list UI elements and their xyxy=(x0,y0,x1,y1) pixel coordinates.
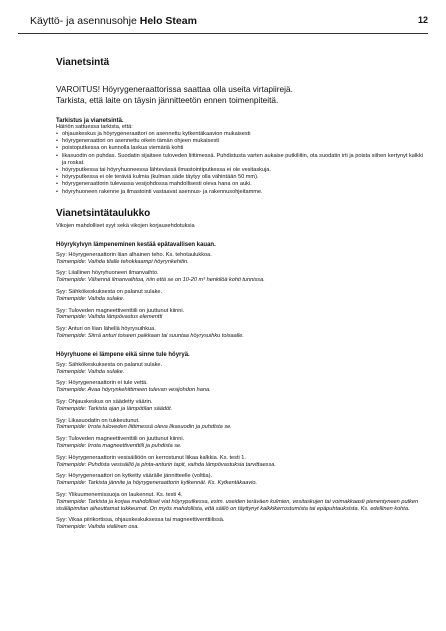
fault-item xyxy=(56,399,428,413)
fault-cause: Syy: Sähkökeskuksesta on palanut sulake. xyxy=(56,361,163,368)
header-title xyxy=(30,15,197,27)
warning-line: Tarkista, että laite on täysin jännitteetön ennen toimenpiteitä. xyxy=(56,94,279,105)
fault-action: Toimenpide: Vaihda sulake. xyxy=(56,368,125,375)
fault-action: Toimenpide: Irrota tuloveden liittimessä oleva likasuodin ja puhdista se. xyxy=(56,424,232,431)
fault-action: Toimenpide: Tarkista jännite ja höyrygeneraattorin kytkennät. Ks. Kytkentäkaavio. xyxy=(56,480,258,487)
troubleshooting-title: Vianetsintä xyxy=(56,57,110,68)
fault-item xyxy=(56,517,428,531)
fault-action: Toimenpide: Vaihda lämpövastus elementti xyxy=(56,314,163,321)
checks-title: Tarkistus ja vianetsintä. xyxy=(56,118,124,124)
fault-section-title: Höyryhuone ei lämpene eikä sinne tule höyryä. xyxy=(56,351,190,358)
table-title: Vianetsintätaulukko xyxy=(56,207,151,219)
fault-action: Toimenpide: Avaa höyrynkehittimeen tulevan vesijohdon hana. xyxy=(56,387,211,394)
fault-cause: Syy: Höyrygeneraattorin liian alhainen teho. Ks. tehotaulukkoa. xyxy=(56,251,212,258)
fault-item xyxy=(56,326,428,340)
fault-action: Toimenpide: Puhdista vesisäiliö ja pinta-anturin tapit, vaihda lämpövastuksia tarvittaessa. xyxy=(56,461,276,468)
fault-cause: Syy: Tuloveden magneettiventtiili on juuttunut kiinni. xyxy=(56,307,185,314)
page-number: 12 xyxy=(417,15,428,25)
fault-cause: Syy: Ylikuumenemissuoja on laukennut. Ks. testi 4. xyxy=(56,491,183,498)
fault-item xyxy=(56,270,428,284)
fault-action: Toimenpide: Vaihda sulake. xyxy=(56,295,125,302)
checks-list xyxy=(56,131,428,196)
fault-cause: Syy: Vikaa piirikortissa, ohjauskeskuksessa tai magneettiventtiilissä. xyxy=(56,517,225,524)
fault-item xyxy=(56,308,428,322)
warning-block xyxy=(56,84,428,105)
fault-cause: Syy: Sähkökeskuksesta on palanut sulake. xyxy=(56,289,163,296)
check-list-item: • likasuodin on puhdas. Suodatin sijaitsee tuloveden liittimessä. Puhdistusta varten aukaise putkiliitin, ota suodatin irti ja poista siihen kertynyt kalkki ja roskat. xyxy=(56,153,428,167)
header-title-prefix: Käyttö- ja asennusohje xyxy=(30,15,140,27)
page-header xyxy=(30,12,428,30)
fault-cause: Syy: Höyrygeneraattorin ei tule vettä. xyxy=(56,380,148,387)
header-divider xyxy=(18,33,428,34)
fault-item xyxy=(56,473,428,487)
fault-sections xyxy=(56,242,428,531)
fault-cause: Syy: Höyrygeneraattori on kytketty väärälle jännitteelle (volttia). xyxy=(56,473,213,480)
check-list-item: • höyryputkessa tai höyryhuoneessa lähtevässä ilmastointiputkessa ei ole vesitaskuja. xyxy=(56,167,428,174)
fault-item xyxy=(56,252,428,266)
fault-cause: Syy: Liiallinen höyryhuoneen ilmanvaihto. xyxy=(56,270,159,277)
fault-action: Toimenpide: Vaihda tilalle tehokkaampi höyrynkehitin. xyxy=(56,258,189,265)
warning-line: VAROITUS! Höyrygeneraattorissa saattaa olla useita virtapiirejä. xyxy=(56,84,293,94)
fault-section-title: Höyrykylvyn lämpeneminen kestää epätavallisen kauan. xyxy=(56,241,216,248)
check-list-item: • höyryhuoneen rakenne ja ilmastointi vastaavat asennus- ja rakennusohjeitamme. xyxy=(56,189,428,196)
fault-item xyxy=(56,362,428,376)
fault-cause: Syy: Höyrygeneraattorin vesisäiliöön on kerrostunut liikaa kalkkia. Ks. testi 1. xyxy=(56,454,246,461)
fault-action: Toimenpide: Irrota magneettiventtiili ja puhdista se. xyxy=(56,442,182,449)
fault-action: Toimenpide: Vähennä ilmanvaihtoa, niin että se on 10-20 m³ henkilöä kohti tunnissa. xyxy=(56,277,265,284)
fault-action: Toimenpide: Tarkista ajan ja lämpötilan säädöt. xyxy=(56,405,173,412)
fault-action: Toimenpide: Vaihda viallinen osa. xyxy=(56,524,139,531)
checks-intro: Häiriön sattuessa tarkista, että: xyxy=(56,124,133,130)
fault-section xyxy=(56,352,428,531)
header-product-name: Helo Steam xyxy=(139,15,197,27)
fault-cause: Syy: Anturi on liian lähellä höyrysuihkua. xyxy=(56,326,156,333)
fault-section xyxy=(56,242,428,340)
check-list-item: • ohjauskeskus ja höyrygeneraattori on asennettu kytkentäkaavion mukaisesti xyxy=(56,131,428,138)
fault-cause: Syy: Ohjauskeskus on säädetty väärin. xyxy=(56,398,153,405)
check-list-item: • poistoputkessa on kunnolla laskua viemäriä kohti xyxy=(56,145,428,152)
check-list-item: • höyryputkessa ei ole teräviä kulmia (kulman säde täytyy olla vähintään 50 mm). xyxy=(56,174,428,181)
fault-item xyxy=(56,455,428,469)
check-list-item: • höyrygeneraattori on asennettu oikein tämän ohjeen mukaisesti xyxy=(56,138,428,145)
fault-cause: Syy: Likasuodatin on tukkeutunut. xyxy=(56,417,140,424)
check-list-item: • höyrygeneraattorin tulevassa vesijohdossa mahdollisesti oleva hana on auki. xyxy=(56,181,428,188)
fault-action: Toimenpide: Siirrä anturi toiseen paikkaan tai suuntaa höyrysuihku toisaalle. xyxy=(56,333,244,339)
fault-item xyxy=(56,418,428,432)
fault-cause: Syy: Tuloveden magneettiventtiili on juuttunut kiinni. xyxy=(56,436,185,443)
main-content xyxy=(56,57,428,536)
fault-item xyxy=(56,492,428,512)
fault-item xyxy=(56,380,428,394)
fault-action: Toimenpide: Tarkista ja korjaa mahdolliset viat höyryputkessa, esim. useiden teräväen kulmien, vesitaskujen tai voimakkaasti pienentyneen putken sisäläpimitan aiheuttamat tukkeumat. On myös mahdollista, että säiliö on täyttynyt kalkkikerrostumista tai epäpuhtauksista. Ks. edellinen kohta. xyxy=(56,498,419,512)
table-intro: Vikojen mahdolliset syyt sekä vikojen korjausehdotuksia xyxy=(56,222,195,229)
fault-item xyxy=(56,436,428,450)
fault-item xyxy=(56,289,428,303)
